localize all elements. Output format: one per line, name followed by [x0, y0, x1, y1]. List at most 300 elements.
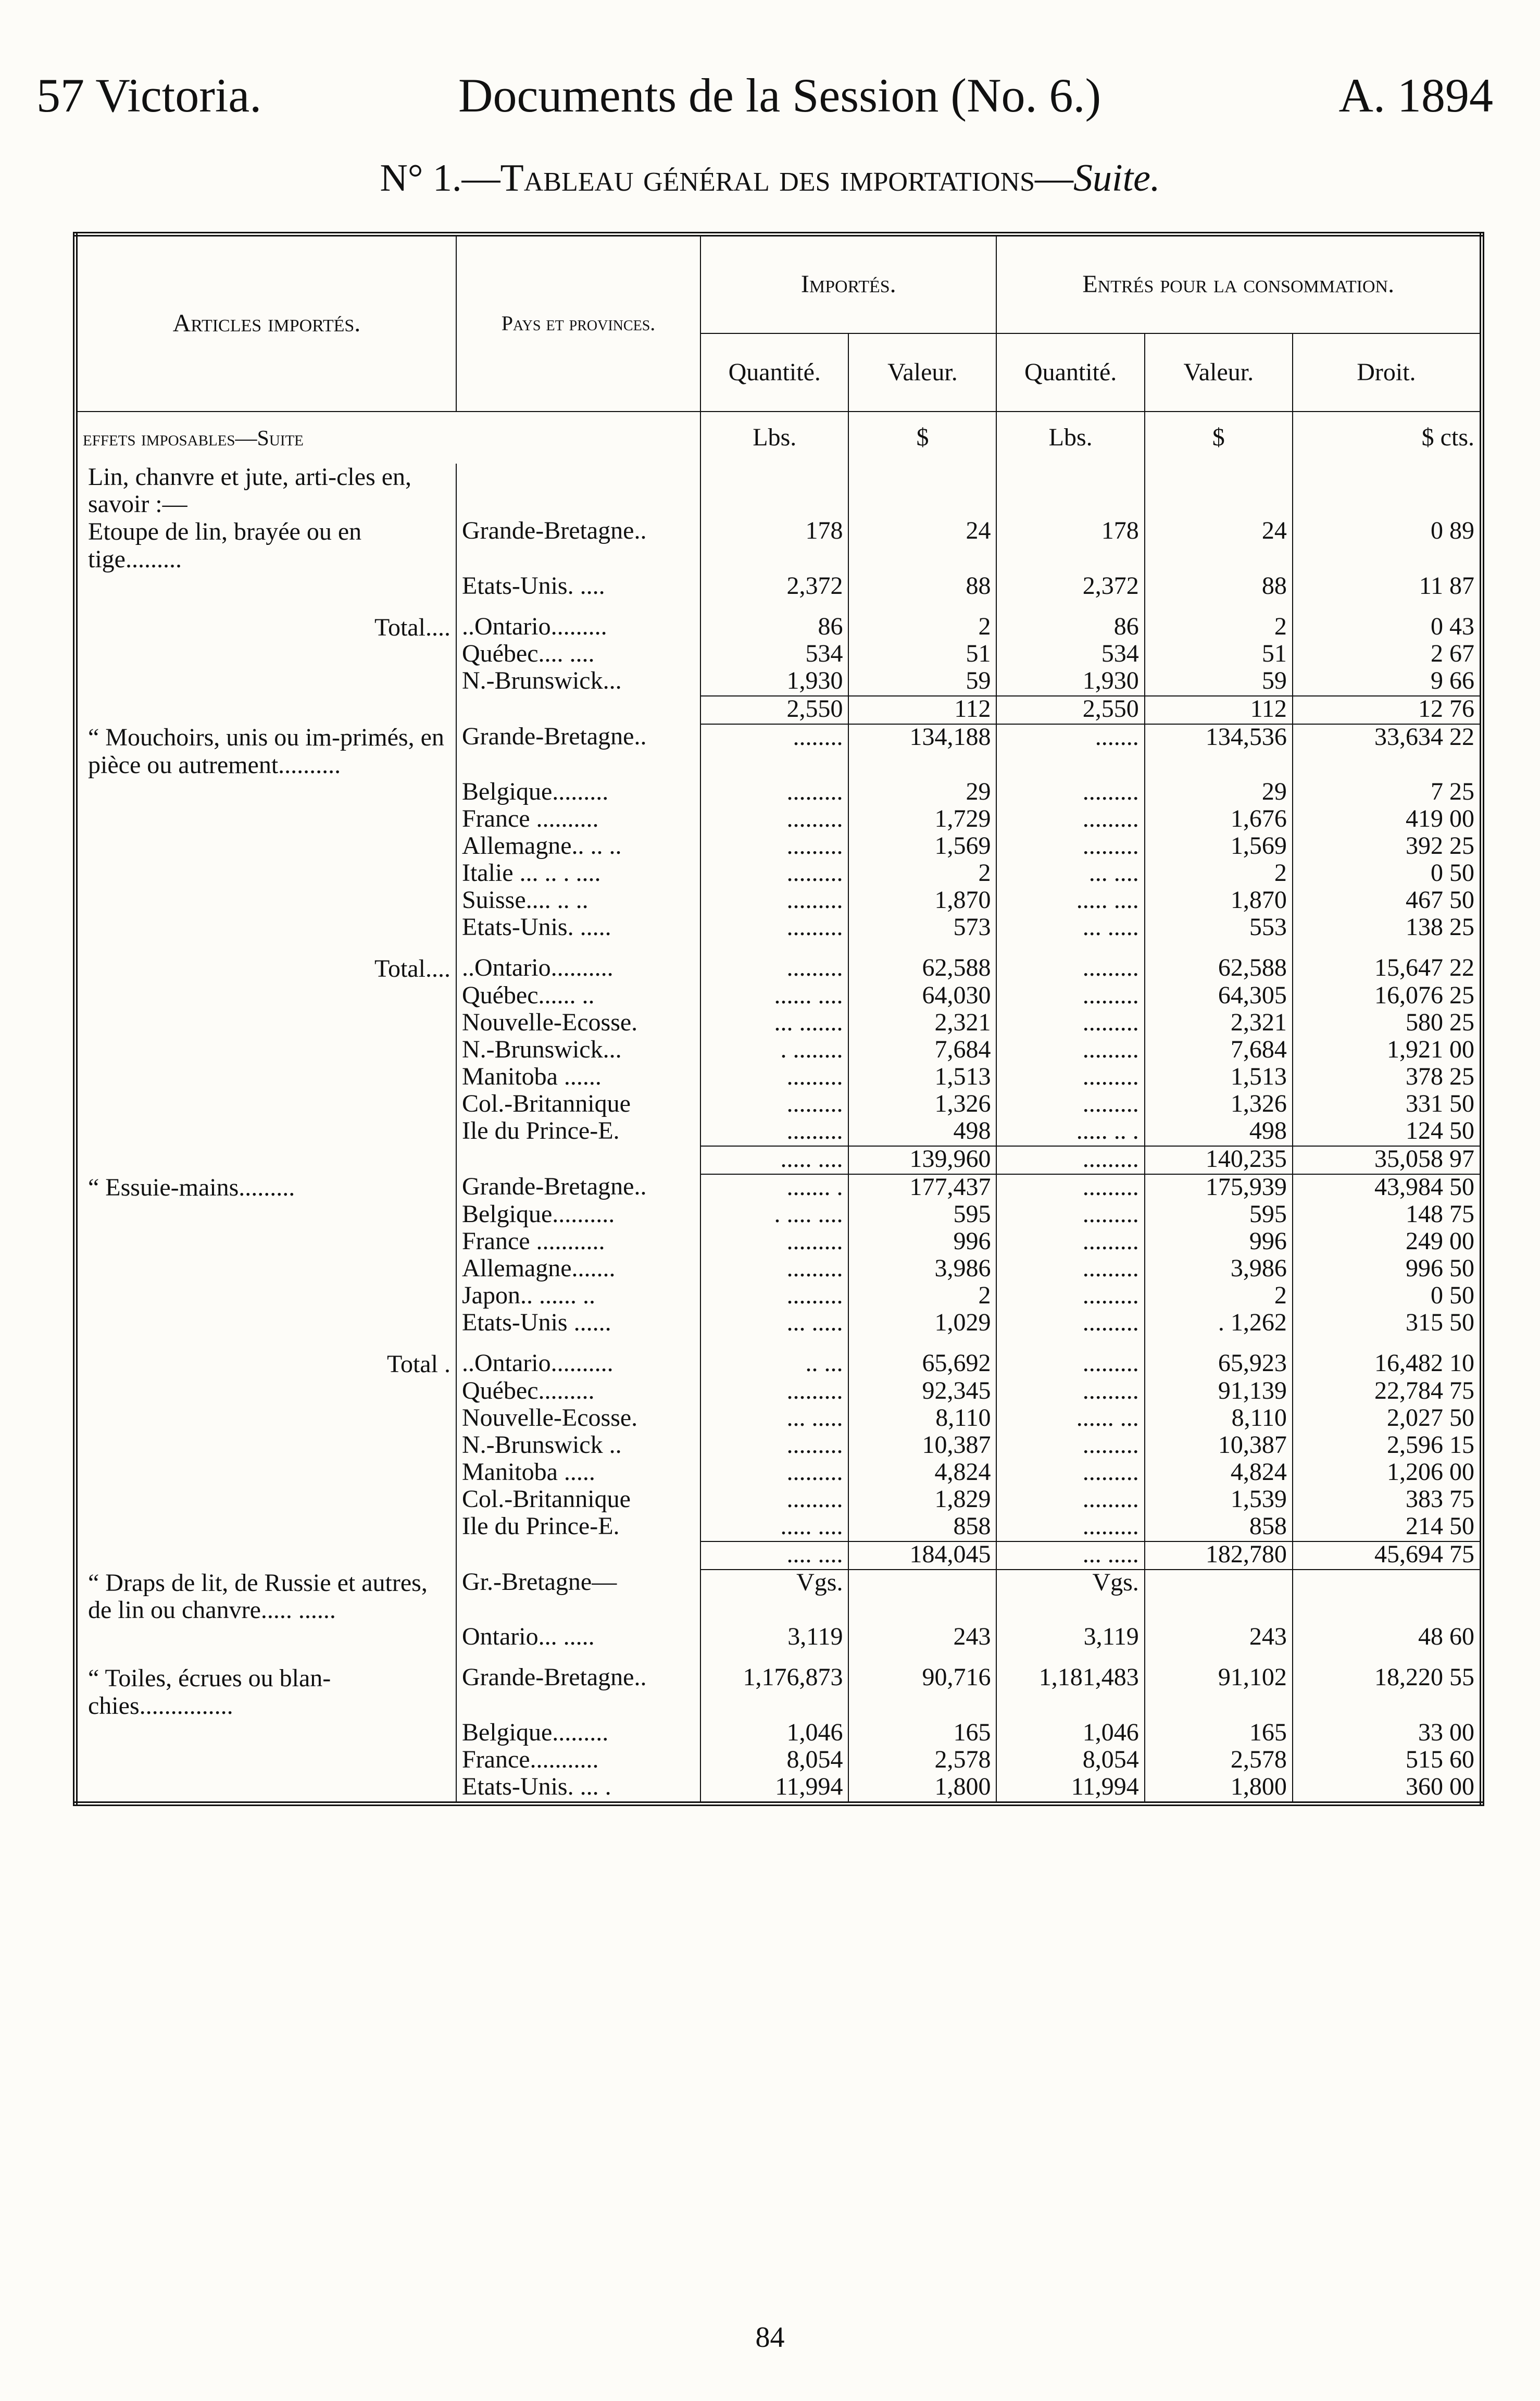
droit-cell: 2 67: [1293, 641, 1482, 668]
spacer-cell: [1145, 1337, 1293, 1351]
droit-cell: 315 50: [1293, 1310, 1482, 1337]
droit-cell: 124 50: [1293, 1118, 1482, 1146]
quantite-entres-cell: .........: [996, 1010, 1144, 1037]
quantite-importes-cell: 178: [700, 518, 848, 574]
droit-cell: 378 25: [1293, 1064, 1482, 1091]
article-cell: [76, 888, 456, 915]
valeur-entres-cell: 243: [1145, 1624, 1293, 1651]
valeur-entres-cell: 4,824: [1145, 1460, 1293, 1487]
quantite-entres-cell: ...... ...: [996, 1405, 1144, 1433]
valeur-importes-cell: [848, 1570, 996, 1625]
article-cell: [76, 1256, 456, 1283]
valeur-entres-cell: 59: [1145, 668, 1293, 696]
quantite-importes-cell: 2,550: [700, 696, 848, 724]
table-row: [76, 779, 1482, 806]
table-row: [76, 641, 1482, 668]
valeur-importes-cell: 139,960: [848, 1146, 996, 1174]
droit-cell: 18,220 55: [1293, 1665, 1482, 1720]
country-cell: [456, 696, 700, 724]
quantite-entres-cell: ..... ....: [996, 888, 1144, 915]
article-cell: [76, 1624, 456, 1651]
country-cell: France ...........: [456, 1229, 700, 1256]
quantite-importes-cell: ... .....: [700, 1310, 848, 1337]
valeur-importes-cell: 65,692: [848, 1351, 996, 1378]
valeur-entres-cell: 2: [1145, 1283, 1293, 1310]
country-cell: Grande-Bretagne..: [456, 724, 700, 779]
table-row: [76, 1747, 1482, 1774]
table-row: [76, 518, 1482, 574]
valeur-entres-cell: 64,305: [1145, 983, 1293, 1010]
quantite-entres-cell: .........: [996, 1351, 1144, 1378]
section-label: effets imposables—Suite: [83, 427, 304, 451]
table-row: [76, 1774, 1482, 1804]
article-cell: [76, 1378, 456, 1405]
valeur-entres-cell: 112: [1145, 696, 1293, 724]
spacer-cell: [996, 601, 1144, 614]
quantite-importes-cell: .........: [700, 1487, 848, 1514]
droit-cell: 1,921 00: [1293, 1037, 1482, 1064]
valeur-entres-cell: 8,110: [1145, 1405, 1293, 1433]
article-cell: [76, 1310, 456, 1337]
valeur-importes-cell: 59: [848, 668, 996, 696]
quantite-importes-cell: 2,372: [700, 574, 848, 601]
article-cell: Total....: [76, 955, 456, 983]
valeur-entres-cell: 91,139: [1145, 1378, 1293, 1405]
valeur-importes-cell: 1,829: [848, 1487, 996, 1514]
table-row: [76, 888, 1482, 915]
table-row: [76, 1283, 1482, 1310]
droit-cell: 580 25: [1293, 1010, 1482, 1037]
droit-cell: 33,634 22: [1293, 724, 1482, 779]
table-row: [76, 1570, 1482, 1625]
country-cell: Ile du Prince-E.: [456, 1514, 700, 1541]
valeur-importes-cell: 10,387: [848, 1433, 996, 1460]
article-cell: [76, 1037, 456, 1064]
header-valeur-entres: Valeur.: [1145, 333, 1293, 412]
valeur-entres-cell: 10,387: [1145, 1433, 1293, 1460]
valeur-entres-cell: 65,923: [1145, 1351, 1293, 1378]
valeur-importes-cell: 1,569: [848, 833, 996, 861]
valeur-entres-cell: 1,870: [1145, 888, 1293, 915]
country-cell: Italie ... .. . ....: [456, 861, 700, 888]
valeur-entres-cell: 24: [1145, 518, 1293, 574]
quantite-importes-cell: 534: [700, 641, 848, 668]
spacer-cell: [848, 601, 996, 614]
table-row: [76, 915, 1482, 942]
droit-cell: 9 66: [1293, 668, 1482, 696]
article-cell: [76, 696, 456, 724]
country-cell: Manitoba .....: [456, 1460, 700, 1487]
quantite-importes-cell: .........: [700, 1460, 848, 1487]
table-row: [76, 1310, 1482, 1337]
valeur-importes-cell: 996: [848, 1229, 996, 1256]
table-title-main: Tableau général des importations—: [500, 157, 1074, 200]
droit-cell: 35,058 97: [1293, 1146, 1482, 1174]
table-row: [76, 1174, 1482, 1202]
valeur-importes-cell: 92,345: [848, 1378, 996, 1405]
spacer-cell: [848, 1337, 996, 1351]
table-title: [0, 156, 1540, 201]
table-row: [76, 1405, 1482, 1433]
country-cell: Nouvelle-Ecosse.: [456, 1010, 700, 1037]
country-cell: [456, 464, 700, 519]
quantite-importes-cell: .........: [700, 1256, 848, 1283]
unit-valeur-entres: $: [1145, 412, 1293, 464]
droit-cell: 996 50: [1293, 1256, 1482, 1283]
country-cell: Ile du Prince-E.: [456, 1118, 700, 1146]
droit-cell: 22,784 75: [1293, 1378, 1482, 1405]
valeur-entres-cell: 1,513: [1145, 1064, 1293, 1091]
table-row: [76, 668, 1482, 696]
article-cell: [76, 1118, 456, 1146]
droit-cell: 0 50: [1293, 861, 1482, 888]
table-row: [76, 1433, 1482, 1460]
article-cell: [76, 1774, 456, 1804]
quantite-importes-cell: .........: [700, 1433, 848, 1460]
quantite-entres-cell: .........: [996, 983, 1144, 1010]
valeur-entres-cell: 140,235: [1145, 1146, 1293, 1174]
valeur-importes-cell: 2: [848, 861, 996, 888]
quantite-importes-cell: ..... ....: [700, 1514, 848, 1541]
droit-cell: 0 89: [1293, 518, 1482, 574]
quantite-entres-cell: Vgs.: [996, 1570, 1144, 1625]
valeur-entres-cell: 2,578: [1145, 1747, 1293, 1774]
spacer-cell: [700, 1337, 848, 1351]
country-cell: Allemagne.. .. ..: [456, 833, 700, 861]
valeur-importes-cell: 858: [848, 1514, 996, 1541]
valeur-entres-cell: 165: [1145, 1720, 1293, 1747]
quantite-entres-cell: .......: [996, 724, 1144, 779]
header-articles: Articles importés.: [76, 234, 456, 412]
valeur-entres-cell: 134,536: [1145, 724, 1293, 779]
imports-table: [73, 232, 1484, 1806]
country-cell: [456, 1541, 700, 1570]
valeur-entres-cell: 498: [1145, 1118, 1293, 1146]
quantite-entres-cell: 1,046: [996, 1720, 1144, 1747]
country-cell: Québec.... ....: [456, 641, 700, 668]
article-cell: [76, 915, 456, 942]
quantite-entres-cell: 11,994: [996, 1774, 1144, 1804]
quantite-entres-cell: .........: [996, 1378, 1144, 1405]
table-row: [76, 1010, 1482, 1037]
spacer-cell: [1293, 601, 1482, 614]
country-cell: Etats-Unis ......: [456, 1310, 700, 1337]
quantite-importes-cell: .........: [700, 955, 848, 983]
spacer-row: [76, 1337, 1482, 1351]
valeur-importes-cell: 595: [848, 1202, 996, 1229]
quantite-entres-cell: ... .....: [996, 915, 1144, 942]
table-row: [76, 1378, 1482, 1405]
spacer-cell: [1293, 1337, 1482, 1351]
quantite-importes-cell: ..... ....: [700, 1146, 848, 1174]
valeur-importes-cell: 2: [848, 614, 996, 642]
quantite-entres-cell: 534: [996, 641, 1144, 668]
valeur-importes-cell: 24: [848, 518, 996, 574]
valeur-entres-cell: [1145, 1570, 1293, 1625]
table-row: [76, 1665, 1482, 1720]
country-cell: Grande-Bretagne..: [456, 1665, 700, 1720]
country-cell: [456, 1146, 700, 1174]
quantite-importes-cell: .... ....: [700, 1541, 848, 1570]
article-cell: [76, 1405, 456, 1433]
valeur-importes-cell: 29: [848, 779, 996, 806]
country-cell: Col.-Britannique: [456, 1487, 700, 1514]
droit-cell: 2,596 15: [1293, 1433, 1482, 1460]
quantite-importes-cell: 1,176,873: [700, 1665, 848, 1720]
table-row: [76, 574, 1482, 601]
table-row: [76, 1624, 1482, 1651]
table-number: N° 1.—: [380, 157, 500, 200]
spacer-cell: [76, 1651, 456, 1665]
valeur-importes-cell: 1,513: [848, 1064, 996, 1091]
droit-cell: 249 00: [1293, 1229, 1482, 1256]
quantite-importes-cell: 86: [700, 614, 848, 642]
droit-cell: 138 25: [1293, 915, 1482, 942]
valeur-entres-cell: 996: [1145, 1229, 1293, 1256]
article-cell: [76, 1487, 456, 1514]
quantite-importes-cell: 11,994: [700, 1774, 848, 1804]
quantite-entres-cell: .........: [996, 1283, 1144, 1310]
country-cell: Belgique..........: [456, 1202, 700, 1229]
unit-valeur-importes: $: [848, 412, 996, 464]
table-row: [76, 983, 1482, 1010]
table-title-suite: Suite.: [1073, 157, 1160, 200]
country-cell: Etats-Unis. ... .: [456, 1774, 700, 1804]
quantite-entres-cell: .........: [996, 1229, 1144, 1256]
valeur-entres-cell: 88: [1145, 574, 1293, 601]
quantite-importes-cell: .........: [700, 1091, 848, 1118]
valeur-importes-cell: 1,870: [848, 888, 996, 915]
article-cell: [76, 1541, 456, 1570]
quantite-importes-cell: .........: [700, 1229, 848, 1256]
valeur-importes-cell: 2,321: [848, 1010, 996, 1037]
quantite-importes-cell: 1,046: [700, 1720, 848, 1747]
valeur-entres-cell: 595: [1145, 1202, 1293, 1229]
droit-cell: 12 76: [1293, 696, 1482, 724]
droit-cell: 16,076 25: [1293, 983, 1482, 1010]
header-importes: Importés.: [700, 234, 996, 333]
total-row: [76, 1541, 1482, 1570]
header-entres: Entrés pour la consommation.: [996, 234, 1482, 333]
valeur-entres-cell: 91,102: [1145, 1665, 1293, 1720]
spacer-cell: [700, 601, 848, 614]
quantite-importes-cell: .........: [700, 888, 848, 915]
valeur-importes-cell: 1,729: [848, 806, 996, 833]
quantite-entres-cell: .........: [996, 955, 1144, 983]
quantite-importes-cell: . .... ....: [700, 1202, 848, 1229]
article-cell: [76, 1229, 456, 1256]
article-cell: [76, 1010, 456, 1037]
valeur-importes-cell: 51: [848, 641, 996, 668]
year-label: A. 1894: [1338, 69, 1493, 122]
quantite-entres-cell: 3,119: [996, 1624, 1144, 1651]
country-cell: ..Ontario..........: [456, 955, 700, 983]
droit-cell: 7 25: [1293, 779, 1482, 806]
quantite-entres-cell: 1,930: [996, 668, 1144, 696]
valeur-entres-cell: 858: [1145, 1514, 1293, 1541]
table-row: [76, 1460, 1482, 1487]
quantite-entres-cell: 2,372: [996, 574, 1144, 601]
droit-cell: 45,694 75: [1293, 1541, 1482, 1570]
quantite-entres-cell: .........: [996, 1064, 1144, 1091]
session-label: 57 Victoria.: [36, 69, 262, 122]
country-cell: Nouvelle-Ecosse.: [456, 1405, 700, 1433]
droit-cell: 15,647 22: [1293, 955, 1482, 983]
valeur-importes-cell: 64,030: [848, 983, 996, 1010]
country-cell: Allemagne.......: [456, 1256, 700, 1283]
droit-cell: 16,482 10: [1293, 1351, 1482, 1378]
table-row: [76, 464, 1482, 519]
spacer-cell: [1145, 601, 1293, 614]
country-cell: N.-Brunswick...: [456, 668, 700, 696]
quantite-entres-cell: .........: [996, 1433, 1144, 1460]
valeur-entres-cell: 1,326: [1145, 1091, 1293, 1118]
article-cell: “ Toiles, écrues ou blan-chies...............: [76, 1665, 456, 1720]
quantite-importes-cell: .........: [700, 833, 848, 861]
valeur-entres-cell: 175,939: [1145, 1174, 1293, 1202]
article-cell: [76, 779, 456, 806]
quantite-entres-cell: ... .....: [996, 1541, 1144, 1570]
droit-cell: 11 87: [1293, 574, 1482, 601]
quantite-importes-cell: ... .....: [700, 1405, 848, 1433]
article-cell: [76, 806, 456, 833]
country-cell: Grande-Bretagne..: [456, 1174, 700, 1202]
table-row: [76, 1351, 1482, 1378]
droit-cell: 148 75: [1293, 1202, 1482, 1229]
document-title: Documents de la Session (No. 6.): [458, 69, 1101, 122]
valeur-importes-cell: 112: [848, 696, 996, 724]
article-cell: [76, 668, 456, 696]
spacer-cell: [76, 942, 456, 955]
quantite-entres-cell: 8,054: [996, 1747, 1144, 1774]
valeur-entres-cell: 2,321: [1145, 1010, 1293, 1037]
droit-cell: 419 00: [1293, 806, 1482, 833]
droit-cell: 0 43: [1293, 614, 1482, 642]
table-row: [76, 833, 1482, 861]
valeur-entres-cell: 1,676: [1145, 806, 1293, 833]
valeur-importes-cell: 88: [848, 574, 996, 601]
table-row: [76, 861, 1482, 888]
table-row: [76, 1514, 1482, 1541]
valeur-entres-cell: 7,684: [1145, 1037, 1293, 1064]
valeur-entres-cell: 182,780: [1145, 1541, 1293, 1570]
valeur-importes-cell: 498: [848, 1118, 996, 1146]
article-cell: “ Draps de lit, de Russie et autres, de lin ou chanvre..... ......: [76, 1570, 456, 1625]
table-row: [76, 1064, 1482, 1091]
quantite-entres-cell: 178: [996, 518, 1144, 574]
header-quantite-importes: Quantité.: [700, 333, 848, 412]
quantite-entres-cell: 86: [996, 614, 1144, 642]
droit-cell: 360 00: [1293, 1774, 1482, 1804]
valeur-entres-cell: . 1,262: [1145, 1310, 1293, 1337]
country-cell: Manitoba ......: [456, 1064, 700, 1091]
country-cell: Gr.-Bretagne—: [456, 1570, 700, 1625]
quantite-importes-cell: .........: [700, 861, 848, 888]
valeur-importes-cell: 243: [848, 1624, 996, 1651]
spacer-cell: [76, 1337, 456, 1351]
valeur-entres-cell: 2: [1145, 614, 1293, 642]
table-row: [76, 806, 1482, 833]
droit-cell: 467 50: [1293, 888, 1482, 915]
article-cell: “ Essuie-mains.........: [76, 1174, 456, 1202]
quantite-entres-cell: .........: [996, 1460, 1144, 1487]
article-cell: [76, 1202, 456, 1229]
quantite-entres-cell: .........: [996, 1174, 1144, 1202]
droit-cell: 33 00: [1293, 1720, 1482, 1747]
droit-cell: [1293, 464, 1482, 519]
quantite-entres-cell: 2,550: [996, 696, 1144, 724]
valeur-importes-cell: 2: [848, 1283, 996, 1310]
quantite-entres-cell: .........: [996, 1146, 1144, 1174]
valeur-entres-cell: 3,986: [1145, 1256, 1293, 1283]
article-cell: [76, 641, 456, 668]
valeur-entres-cell: 2: [1145, 861, 1293, 888]
total-row: [76, 696, 1482, 724]
total-row: [76, 1146, 1482, 1174]
table-row: [76, 1229, 1482, 1256]
article-cell: [76, 1091, 456, 1118]
country-cell: Québec...... ..: [456, 983, 700, 1010]
country-cell: Etats-Unis. .....: [456, 915, 700, 942]
header-valeur-importes: Valeur.: [848, 333, 996, 412]
quantite-importes-cell: Vgs.: [700, 1570, 848, 1625]
valeur-importes-cell: 7,684: [848, 1037, 996, 1064]
quantite-entres-cell: .........: [996, 806, 1144, 833]
droit-cell: 2,027 50: [1293, 1405, 1482, 1433]
country-cell: Québec.........: [456, 1378, 700, 1405]
country-cell: N.-Brunswick ..: [456, 1433, 700, 1460]
quantite-importes-cell: .........: [700, 1283, 848, 1310]
article-cell: [76, 1720, 456, 1747]
article-cell: Etoupe de lin, brayée ou en tige.........: [76, 518, 456, 574]
table-row: [76, 1202, 1482, 1229]
valeur-importes-cell: 2,578: [848, 1747, 996, 1774]
valeur-importes-cell: 8,110: [848, 1405, 996, 1433]
article-cell: [76, 1460, 456, 1487]
quantite-importes-cell: .........: [700, 1118, 848, 1146]
table-row: [76, 1256, 1482, 1283]
quantite-entres-cell: [996, 464, 1144, 519]
quantite-importes-cell: .........: [700, 915, 848, 942]
quantite-importes-cell: 3,119: [700, 1624, 848, 1651]
table-row: [76, 614, 1482, 642]
country-cell: Japon.. ...... ..: [456, 1283, 700, 1310]
valeur-entres-cell: 29: [1145, 779, 1293, 806]
country-cell: Belgique.........: [456, 779, 700, 806]
article-cell: [76, 1747, 456, 1774]
article-cell: [76, 1433, 456, 1460]
article-cell: Total .: [76, 1351, 456, 1378]
quantite-entres-cell: .........: [996, 1514, 1144, 1541]
quantite-importes-cell: .........: [700, 779, 848, 806]
quantite-entres-cell: .........: [996, 1202, 1144, 1229]
quantite-importes-cell: 1,930: [700, 668, 848, 696]
article-cell: [76, 1064, 456, 1091]
quantite-importes-cell: ... .......: [700, 1010, 848, 1037]
spacer-cell: [996, 1337, 1144, 1351]
unit-droit: $ cts.: [1293, 412, 1482, 464]
spacer-cell: [456, 601, 700, 614]
header-quantite-entres: Quantité.: [996, 333, 1144, 412]
valeur-importes-cell: 3,986: [848, 1256, 996, 1283]
header-pays: Pays et provinces.: [456, 234, 700, 412]
spacer-cell: [456, 1337, 700, 1351]
article-cell: Total....: [76, 614, 456, 642]
quantite-entres-cell: .........: [996, 1256, 1144, 1283]
quantite-importes-cell: . ........: [700, 1037, 848, 1064]
quantite-entres-cell: ..... .. .: [996, 1118, 1144, 1146]
quantite-importes-cell: 8,054: [700, 1747, 848, 1774]
